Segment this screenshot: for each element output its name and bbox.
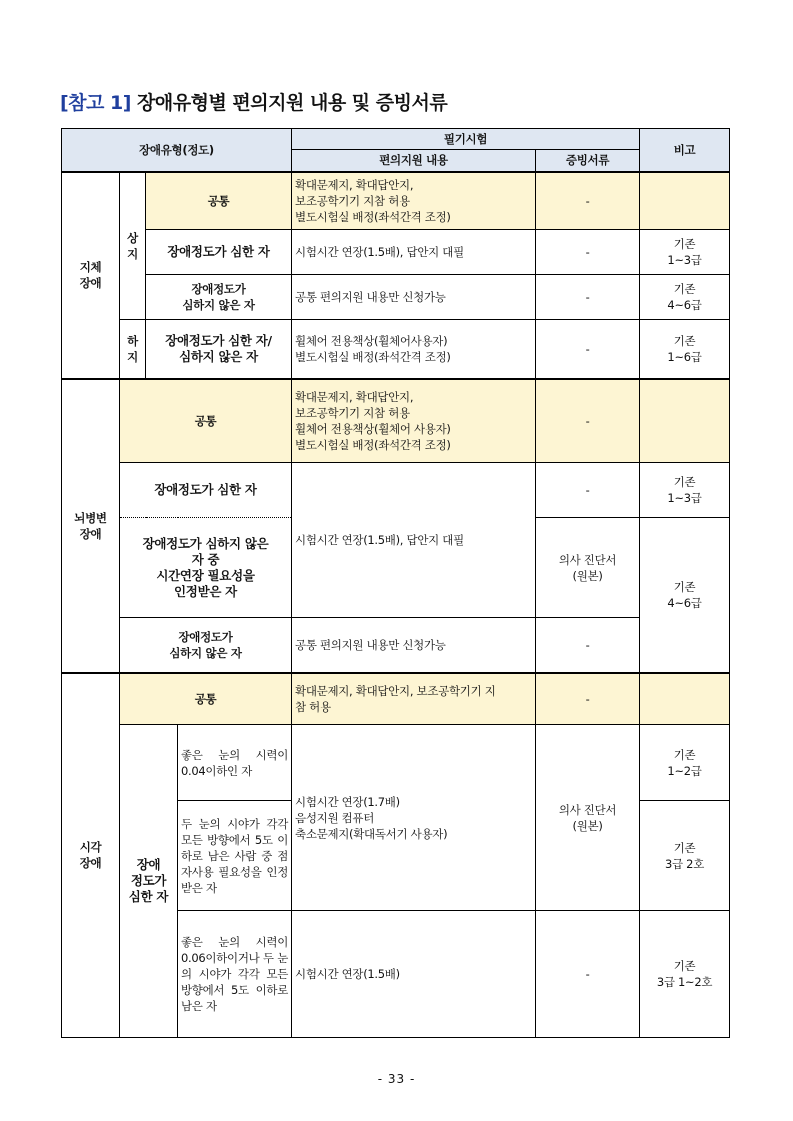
content-line: 시험시간 연장(1.5배), 답안지 대필 <box>295 245 464 259</box>
title-reference: [참고 1] <box>60 92 131 114</box>
support-table <box>61 128 730 1038</box>
content-line: 별도시험실 배정(좌석간격 조정) <box>295 437 451 452</box>
physical-common-proof: - <box>536 172 640 230</box>
visual-field-note: 기존 3급 2호 <box>640 801 730 911</box>
content-line: 휠체어 전용책상(휠체어사용자) <box>295 333 448 348</box>
content-line: 보조공학기기 지참 허용 <box>295 405 410 420</box>
physical-lower-row-label: 장애정도가 심한 자/ 심하지 않은 자 <box>146 320 292 379</box>
physical-common-label: 공통 <box>146 172 292 230</box>
content-line: 보조공학기기 지참 허용 <box>295 193 410 208</box>
content-line: 휠체어 전용책상(휠체어 사용자) <box>295 421 451 436</box>
physical-label: 지체 장애 <box>62 172 120 379</box>
visual-common-note <box>640 673 730 725</box>
brain-common-label: 공통 <box>120 379 292 463</box>
physical-mild-proof: - <box>536 275 640 320</box>
brain-severe-content <box>292 463 536 618</box>
brain-label: 뇌병변 장애 <box>62 379 120 673</box>
page-title <box>60 88 447 115</box>
brain-mild-label: 장애정도가 심하지 않은 자 <box>120 618 292 673</box>
brain-mild-extend-proof: 의사 진단서 (원본) <box>536 518 640 618</box>
brain-common-proof: - <box>536 379 640 463</box>
visual-common-proof: - <box>536 673 640 725</box>
visual-acuity-note: 기존 1~2급 <box>640 725 730 801</box>
content-line: 음성지원 컴퓨터 <box>295 810 375 825</box>
physical-severe-proof: - <box>536 230 640 275</box>
visual-common-label: 공통 <box>120 673 292 725</box>
physical-mild-note: 기존 4~6급 <box>640 275 730 320</box>
physical-severe-label: 장애정도가 심한 자 <box>146 230 292 275</box>
physical-common-content <box>292 172 536 230</box>
brain-mild-extend-label: 장애정도가 심하지 않은 자 중 시간연장 필요성을 인정받은 자 <box>120 518 292 618</box>
physical-severe-note: 기존 1~3급 <box>640 230 730 275</box>
page-number: - 33 - <box>377 1072 416 1086</box>
visual-severe-label: 장애 정도가 심한 자 <box>120 725 178 1038</box>
physical-lower-content <box>292 320 536 379</box>
visual-common-content <box>292 673 536 725</box>
header-exam: 필기시험 <box>292 129 640 150</box>
brain-common-note <box>640 379 730 463</box>
physical-common-note <box>640 172 730 230</box>
brain-mild-note: 기존 4~6급 <box>640 518 730 673</box>
physical-lower-proof: - <box>536 320 640 379</box>
visual-acuity2-label: 좋은 눈의 시력이 0.06이하이거나 두 눈의 시야가 각각 모든 방향에서 5도 이하로 남은 자 <box>178 911 292 1038</box>
visual-acuity2-content <box>292 911 536 1038</box>
visual-acuity2-proof: - <box>536 911 640 1038</box>
visual-shared-content <box>292 725 536 911</box>
brain-severe-proof: - <box>536 463 640 518</box>
content-line: 축소문제지(확대독서기 사용자) <box>295 826 448 841</box>
header-proof: 증빙서류 <box>536 150 640 172</box>
brain-common-content <box>292 379 536 463</box>
visual-label: 시각 장애 <box>62 673 120 1038</box>
visual-acuity-label: 좋은 눈의 시력이 0.04이하인 자 <box>178 725 292 801</box>
physical-mild-content <box>292 275 536 320</box>
content-line: 별도시험실 배정(좌석간격 조정) <box>295 349 451 364</box>
title-text: 장애유형별 편의지원 내용 및 증빙서류 <box>137 92 448 114</box>
header-type: 장애유형(정도) <box>62 129 292 172</box>
content-line: 공통 편의지원 내용만 신청가능 <box>295 290 446 304</box>
content-line: 별도시험실 배정(좌석간격 조정) <box>295 209 451 224</box>
physical-upper-label: 상 지 <box>120 172 146 320</box>
brain-severe-label: 장애정도가 심한 자 <box>120 463 292 518</box>
physical-lower-note: 기존 1~6급 <box>640 320 730 379</box>
brain-mild-proof: - <box>536 618 640 673</box>
content-line: 공통 편의지원 내용만 신청가능 <box>295 637 446 652</box>
visual-acuity2-note: 기존 3급 1~2호 <box>640 911 730 1038</box>
header-note: 비고 <box>640 129 730 172</box>
brain-severe-note: 기존 1~3급 <box>640 463 730 518</box>
physical-lower-label: 하 지 <box>120 320 146 379</box>
content-line: 확대문제지, 확대답안지, <box>295 389 414 404</box>
physical-mild-label: 장애정도가 심하지 않은 자 <box>146 275 292 320</box>
brain-mild-content <box>292 618 536 673</box>
content-line: 시험시간 연장(1.7배) <box>295 794 400 809</box>
content-line: 시험시간 연장(1.5배), 답안지 대필 <box>295 533 464 547</box>
content-line: 확대문제지, 확대답안지, 보조공학기기 지 <box>295 683 496 698</box>
physical-severe-content <box>292 230 536 275</box>
content-line: 시험시간 연장(1.5배) <box>295 967 400 981</box>
content-line: 확대문제지, 확대답안지, <box>295 177 414 192</box>
visual-shared-proof: 의사 진단서 (원본) <box>536 725 640 911</box>
visual-field-label: 두 눈의 시야가 각각 모든 방향에서 5도 이하로 남은 사람 중 점자사용 필요성을 인정받은 자 <box>178 801 292 911</box>
header-support: 편의지원 내용 <box>292 150 536 172</box>
content-line: 참 허용 <box>295 699 331 714</box>
